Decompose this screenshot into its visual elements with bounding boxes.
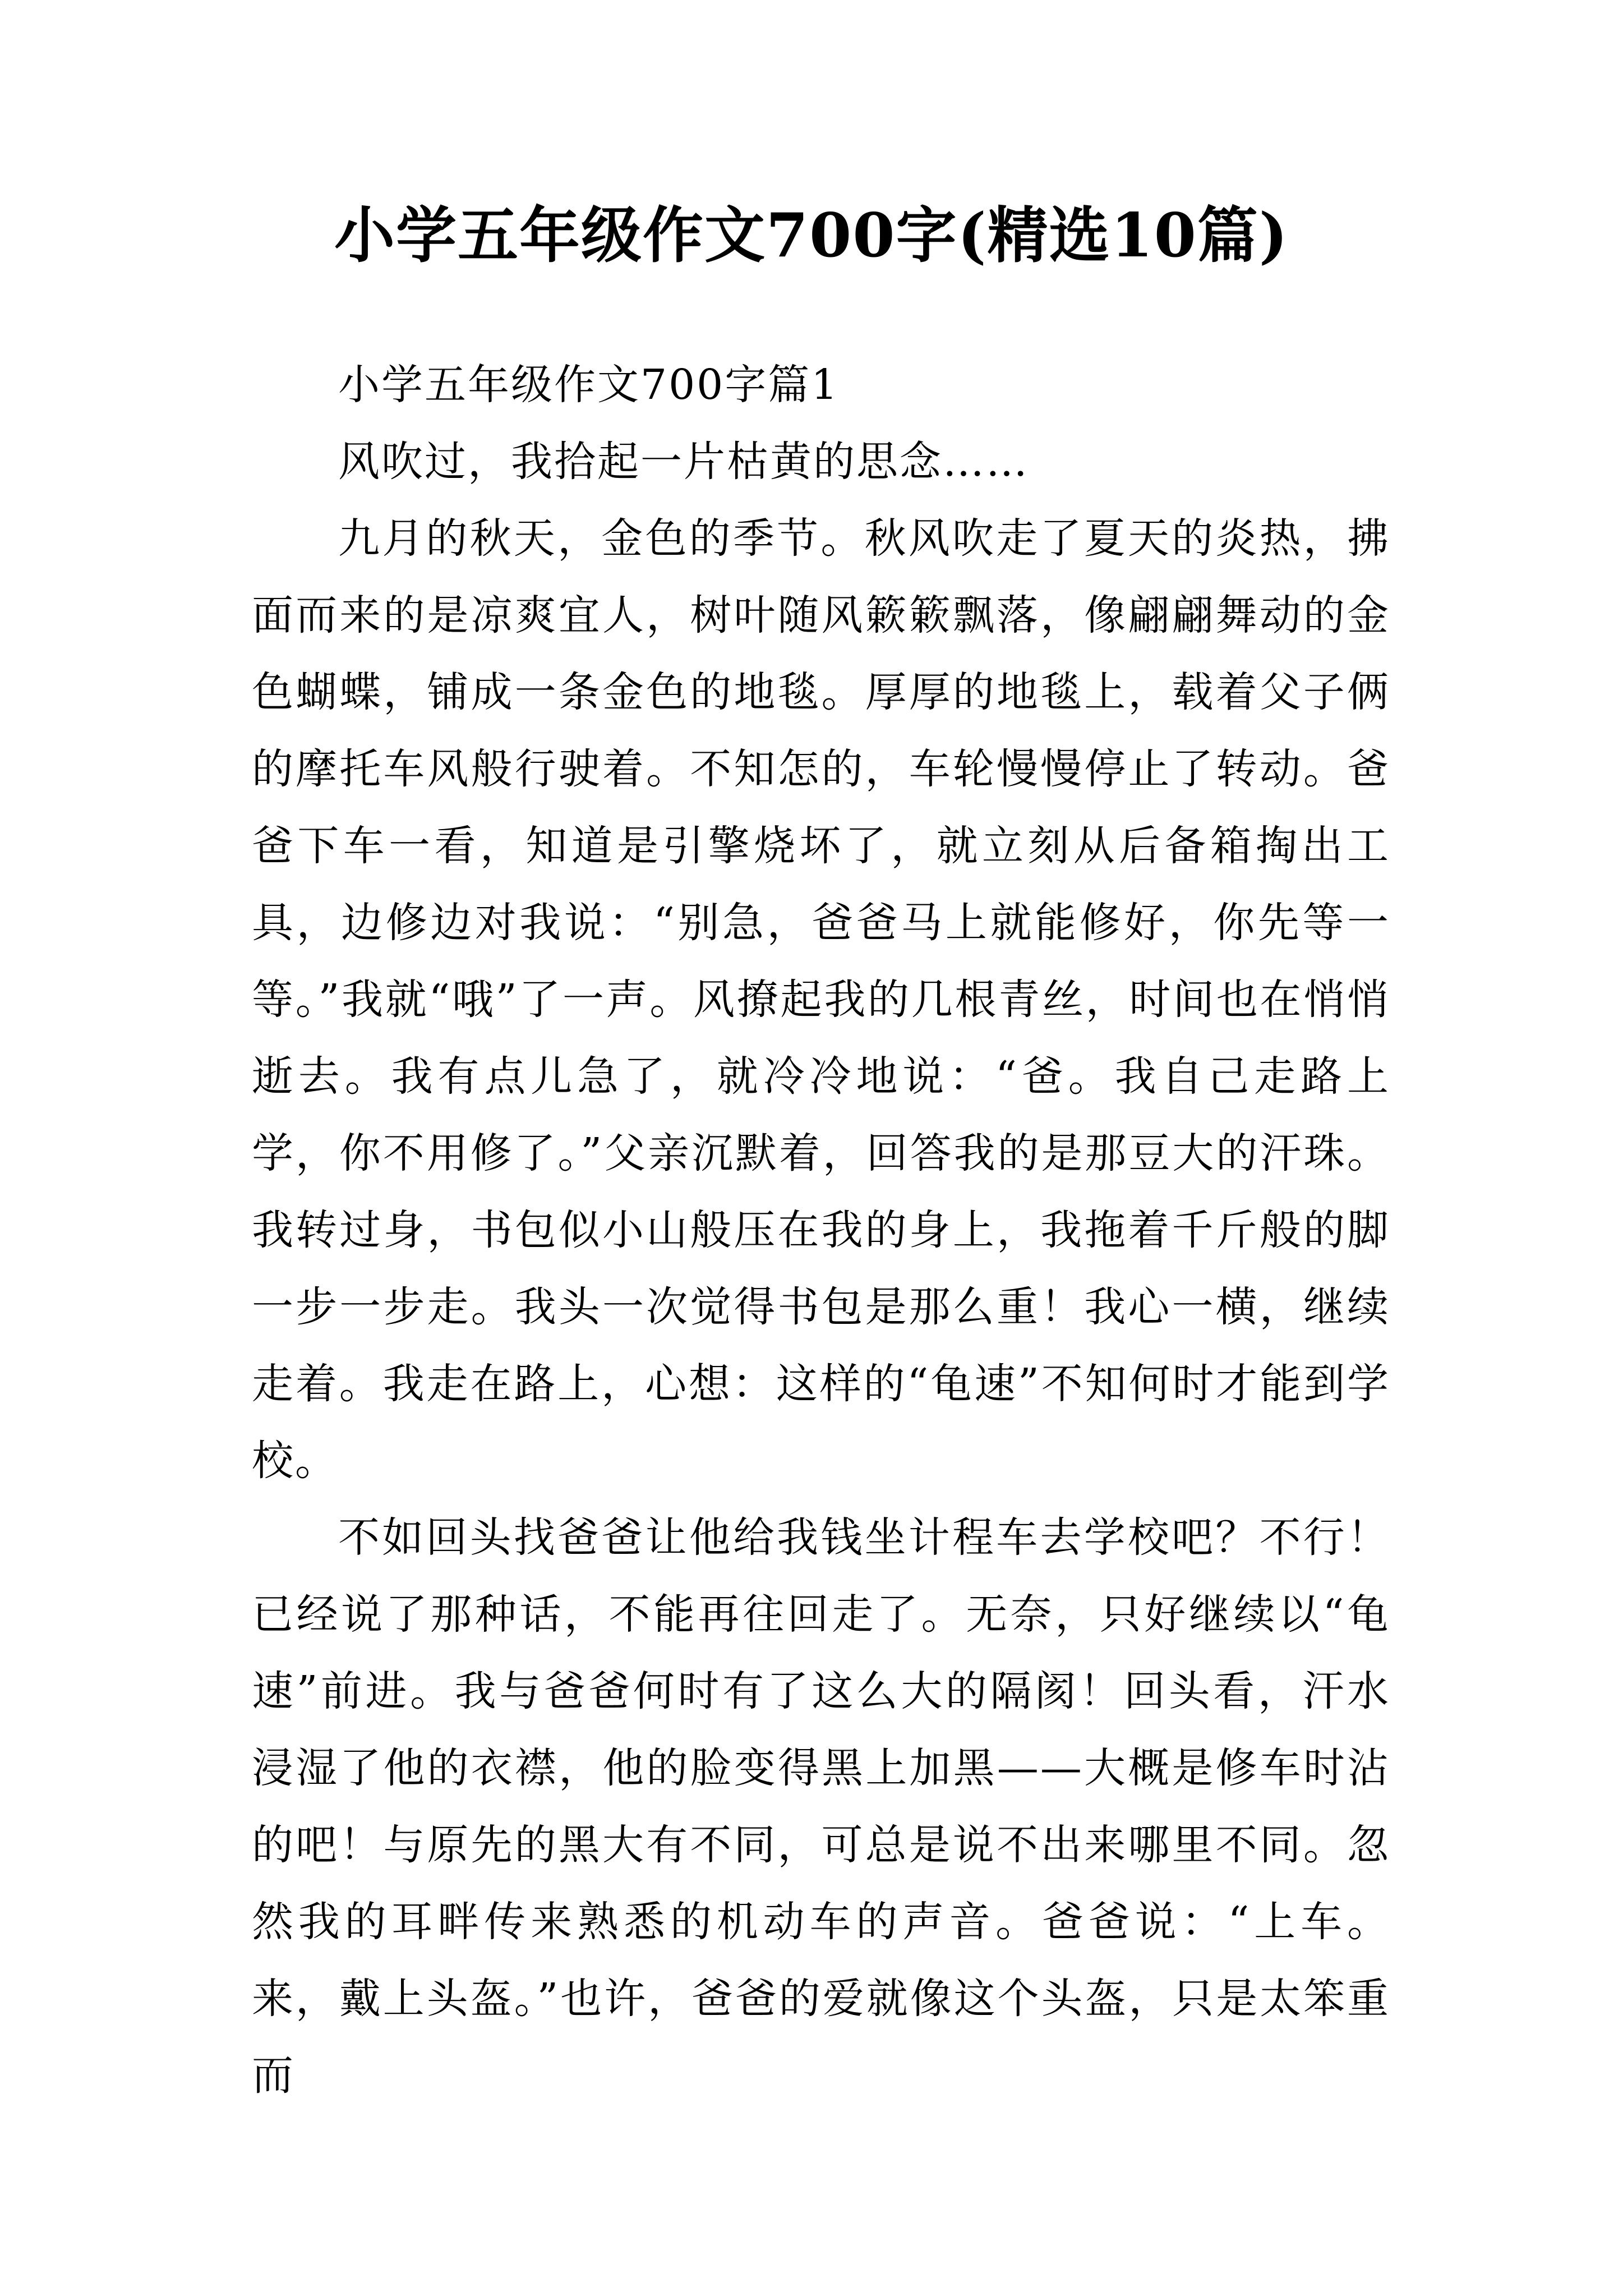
paragraph: 风吹过，我拾起一片枯黄的思念…… <box>338 438 1029 486</box>
paragraph: 九月的秋天，金色的季节。秋风吹走了夏天的炎热，拂面而来的是凉爽宜人，树叶随风簌簌飘落，像翩翩舞动的金色蝴蝶，铺成一条金色的地毯。厚厚的地毯上，载着父子俩的摩托车风般行驶着。不知怎的，车轮慢慢停止了转动。爸爸下车一看，知道是引擎烧坏了，就立刻从后备箱掏出工具，边修边对我说：“别急，爸爸马上就能修好，你先等一等。”我就“哦”了一声。风撩起我的几根青丝，时间也在悄悄逝去。我有点儿急了，就冷冷地说：“爸。我自己走路上学，你不用修了。”父亲沉默着，回答我的是那豆大的汗珠。我转过身，书包似小山般压在我的身上，我拖着千斤般的脚一步一步走。我头一次觉得书包是那么重！我心一横，继续走着。我走在路上，心想：这样的“龟速”不知何时才能到学校。 <box>252 514 1390 1485</box>
essay-heading: 小学五年级作文700字篇1 <box>338 361 840 409</box>
document-body <box>252 347 1390 2114</box>
paragraph: 不如回头找爸爸让他给我钱坐计程车去学校吧？不行！已经说了那种话，不能再往回走了。无奈，只好继续以“龟速”前进。我与爸爸何时有了这么大的隔阂！回头看，汗水浸湿了他的衣襟，他的脸变得黑上加黑——大概是修车时沾的吧！与原先的黑大有不同，可总是说不出来哪里不同。忽然我的耳畔传来熟悉的机动车的声音。爸爸说：“上车。来，戴上头盔。”也许，爸爸的爱就像这个头盔，只是太笨重而 <box>252 1513 1390 2100</box>
document-title: 小学五年级作文700字(精选10篇) <box>334 200 1289 271</box>
